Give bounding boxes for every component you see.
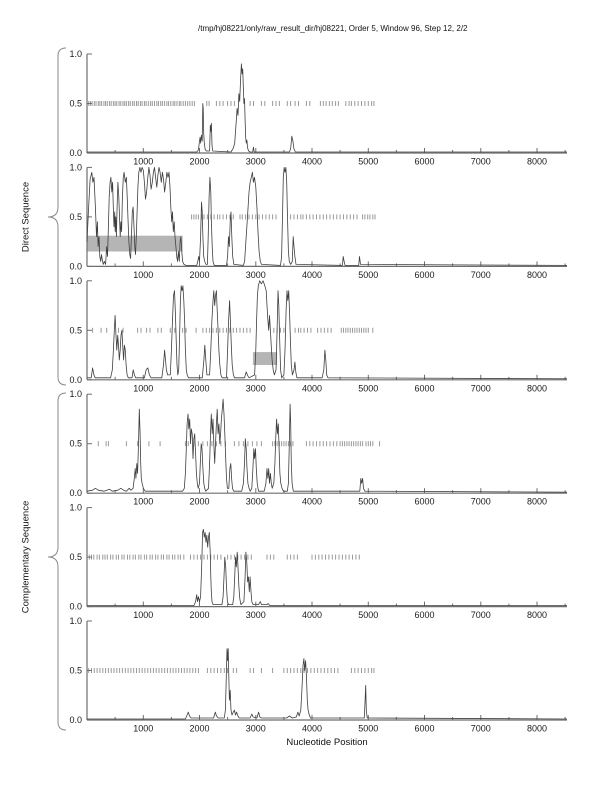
x-tick-label: 1000 — [133, 383, 154, 394]
x-tick-label: 2000 — [189, 156, 210, 167]
x-tick-label: 8000 — [526, 383, 548, 394]
y-tick-label: 0.0 — [69, 261, 82, 272]
y-tick-label: 1.0 — [69, 616, 82, 626]
plot-title: /tmp/hj08221/only/raw_result_dir/hj08221, Order 5, Window 96, Step 12, 2/2 — [198, 24, 468, 33]
x-tick-label: 2000 — [189, 496, 210, 507]
x-tick-label: 7000 — [470, 269, 491, 280]
probability-curve — [87, 649, 567, 719]
y-tick-label: 0.0 — [69, 601, 82, 612]
x-tick-label: 4000 — [301, 723, 323, 734]
x-tick-label: 3000 — [245, 383, 266, 394]
y-tick-label: 1.0 — [69, 275, 82, 286]
panel-5 — [69, 503, 567, 620]
x-tick-label: 1000 — [133, 610, 154, 621]
x-tick-label: 2000 — [189, 383, 210, 394]
complementary-sequence-label: Complementary Sequence — [20, 500, 32, 614]
panel-2 — [69, 162, 567, 280]
y-tick-label: 1.0 — [69, 502, 82, 513]
x-tick-label: 3000 — [245, 496, 266, 507]
x-tick-label: 6000 — [414, 496, 435, 507]
direct-sequence-brace — [48, 48, 66, 385]
y-tick-label: 0.0 — [69, 148, 82, 158]
x-tick-label: 6000 — [414, 610, 435, 621]
x-tick-label: 5000 — [358, 723, 379, 734]
x-tick-label: 8000 — [526, 610, 548, 621]
complementary-sequence-brace — [48, 393, 66, 730]
x-tick-label: 7000 — [470, 383, 491, 394]
x-tick-label: 3000 — [245, 610, 266, 621]
x-tick-label: 4000 — [301, 269, 323, 280]
x-tick-label: 5000 — [358, 269, 379, 280]
x-tick-label: 1000 — [133, 156, 154, 167]
probability-curve — [87, 64, 567, 152]
x-tick-label: 6000 — [414, 269, 435, 280]
y-tick-label: 1.0 — [69, 389, 82, 400]
direct-sequence-label: Direct Sequence — [20, 181, 32, 253]
x-tick-label: 5000 — [358, 496, 379, 507]
x-tick-label: 4000 — [301, 156, 323, 167]
y-tick-label: 0.5 — [69, 665, 82, 676]
x-tick-label: 7000 — [470, 156, 491, 167]
x-tick-label: 5000 — [358, 156, 379, 167]
y-tick-label: 0.5 — [69, 325, 82, 336]
x-tick-label: 3000 — [245, 269, 266, 280]
panel-1 — [69, 49, 567, 167]
x-tick-label: 4000 — [301, 496, 323, 507]
x-tick-label: 2000 — [189, 723, 210, 734]
y-tick-label: 0.5 — [69, 438, 82, 449]
x-tick-label: 1000 — [133, 269, 154, 280]
x-tick-label: 8000 — [526, 496, 548, 507]
y-tick-label: 0.5 — [69, 552, 82, 563]
x-tick-label: 7000 — [470, 496, 491, 507]
x-tick-label: 2000 — [189, 269, 210, 280]
shaded-region — [253, 352, 277, 365]
y-tick-label: 0.5 — [69, 211, 82, 222]
x-tick-label: 5000 — [358, 383, 379, 394]
x-tick-label: 7000 — [470, 723, 491, 734]
x-tick-label: 8000 — [526, 269, 548, 280]
x-tick-label: 8000 — [526, 156, 548, 167]
y-tick-label: 0.0 — [69, 488, 82, 499]
x-tick-label: 8000 — [526, 723, 548, 734]
y-tick-label: 0.0 — [69, 374, 82, 385]
x-tick-label: 5000 — [358, 610, 379, 621]
x-tick-label: 6000 — [414, 383, 435, 394]
x-tick-label: 1000 — [133, 723, 154, 734]
panel-6 — [69, 616, 567, 734]
panel-3 — [69, 276, 567, 394]
y-tick-label: 0.5 — [69, 98, 82, 109]
x-tick-label: 3000 — [245, 156, 266, 167]
probability-curve — [87, 281, 567, 379]
x-tick-label: 4000 — [301, 383, 323, 394]
x-tick-label: 6000 — [414, 723, 435, 734]
y-tick-label: 1.0 — [69, 162, 82, 173]
x-axis-label: Nucleotide Position — [286, 737, 368, 748]
panel-4 — [69, 389, 567, 507]
x-tick-label: 7000 — [470, 610, 491, 621]
y-tick-label: 1.0 — [69, 49, 82, 59]
y-tick-label: 0.0 — [69, 715, 82, 725]
probability-curve — [87, 529, 567, 605]
x-tick-label: 3000 — [245, 723, 266, 734]
x-tick-label: 1000 — [133, 496, 154, 507]
x-tick-label: 4000 — [301, 610, 323, 621]
x-tick-label: 6000 — [414, 156, 435, 167]
x-tick-label: 2000 — [189, 610, 210, 621]
